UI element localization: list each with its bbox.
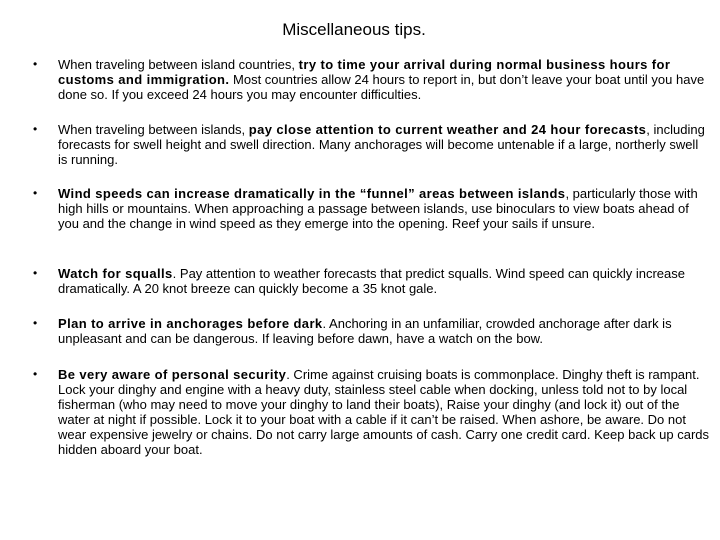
bullet-icon: • [33,186,38,200]
tip-emphasis: Watch for squalls [58,266,173,281]
tip-text: , particularly those with high hills or mountains. When approaching a passage between islands, use binoculars to view boats ahead of you and the change in wind speed as they emerge into the opening. Reef your sails if unsure. [58,186,698,231]
bullet-icon: • [33,367,38,381]
bullet-icon: • [33,316,38,330]
tip-emphasis: try to time your arrival during normal business hours for customs and immigration. [58,57,671,87]
tip-emphasis: Plan to arrive in anchorages before dark [58,316,323,331]
bullet-icon: • [33,57,38,71]
page-title: Miscellaneous tips. [282,20,426,39]
tip-text: . Pay attention to weather forecasts that predict squalls. Wind speed can quickly increase dramatically. A 20 knot breeze can quickly become a 35 knot gale. [58,266,685,296]
tip-text: . Anchoring in an unfamiliar, crowded anchorage after dark is unpleasant and can be dangerous. If leaving before dawn, have a watch on the bow. [58,316,672,346]
bullet-icon: • [33,122,38,136]
bullet-icon: • [33,266,38,280]
tip-item [33,367,710,457]
tip-emphasis: pay close attention to current weather and 24 hour forecasts [248,122,647,137]
tip-text: , including forecasts for swell height and swell direction. Many anchorages will become untenable if a large, northerly swell is running. [58,122,705,167]
tip-text: . Crime against cruising boats is commonplace. Dinghy theft is rampant. Lock your dinghy and engine with a heavy duty, stainless steel cable when docking, unless told not to by local fisherman (who may need to move your dinghy to land their boats), Raise your dinghy (and lock it) out of the water at night if possible. Lock it to your boat with a cable if it can’t be raised. When ashore, be aware. Do not wear expensive jewelry or chains. Do not carry large amounts of cash. Carry one credit card. Keep back up cards hidden aboard your boat. [58,367,710,457]
tip-emphasis: Wind speeds can increase dramatically in the “funnel” areas between islands [58,186,566,201]
tip-item [33,57,710,102]
tip-text: When traveling between islands, [58,122,249,137]
tip-text: When traveling between island countries, [58,57,299,72]
tip-text: Most countries allow 24 hours to report in, but don’t leave your boat until you have done so. If you exceed 24 hours you may encounter difficulties. [58,72,705,102]
tip-item [33,122,710,167]
tip-item [33,316,710,346]
tip-item [33,186,710,231]
tip-emphasis: Be very aware of personal security [58,367,287,382]
tip-item [33,266,710,296]
